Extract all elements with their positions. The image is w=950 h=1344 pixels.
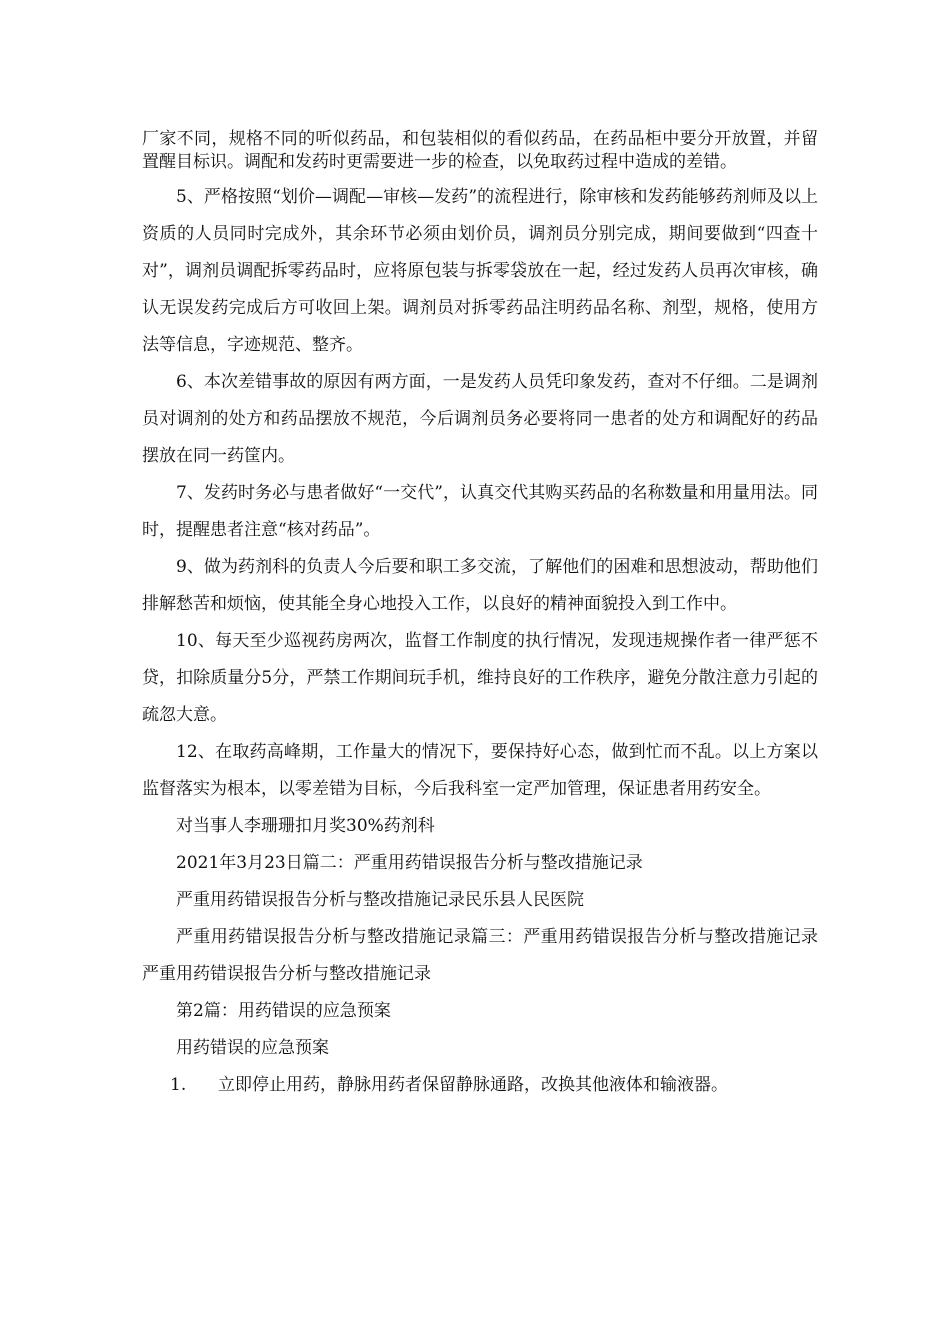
paragraph-item-12: 12、在取药高峰期，工作量大的情况下，要保持好心态，做到忙而不乱。以上方案以监督落实为根本，以零差错为目标，今后我科室一定严加管理，保证患者用药安全。 xyxy=(142,742,818,799)
item-text: 立即停止用药，静脉用药者保留静脉通路，改换其他液体和输液器。 xyxy=(218,1075,728,1095)
paragraph-date-heading: 2021年3月23日篇二：严重用药错误报告分析与整改措施记录 xyxy=(176,853,643,873)
document-page xyxy=(142,128,818,1104)
paragraph-record-title: 严重用药错误报告分析与整改措施记录民乐县人民医院 xyxy=(176,890,584,910)
item-number: 1. xyxy=(170,1075,187,1095)
section-heading: 第2篇：用药错误的应急预案 xyxy=(176,1001,391,1021)
paragraph-item-7: 7、发药时务必与患者做好“一交代”，认真交代其购买药品的名称数量和用量用法。同时，提醒患者注意“核对药品”。 xyxy=(142,483,818,540)
paragraph-item-6: 6、本次差错事故的原因有两方面，一是发药人员凭印象发药，查对不仔细。二是调剂员对调剂的处方和药品摆放不规范，今后调剂员务必要将同一患者的处方和调配好的药品摆放在同一药筐内。 xyxy=(142,372,818,466)
paragraph-penalty: 对当事人李珊珊扣月奖30%药剂科 xyxy=(176,816,435,836)
section-subtitle: 用药错误的应急预案 xyxy=(176,1038,329,1058)
paragraph-continuation: 厂家不同，规格不同的听似药品，和包装相似的看似药品，在药品柜中要分开放置，并留置醒目标识。调配和发药时更需要进一步的检查，以免取药过程中造成的差错。 xyxy=(142,129,818,172)
paragraph-record-part3: 严重用药错误报告分析与整改措施记录篇三：严重用药错误报告分析与整改措施记录严重用药错误报告分析与整改措施记录 xyxy=(142,927,818,984)
paragraph-item-10: 10、每天至少巡视药房两次，监督工作制度的执行情况，发现违规操作者一律严惩不贷，扣除质量分5分，严禁工作期间玩手机，维持良好的工作秩序，避免分散注意力引起的疏忽大意。 xyxy=(142,631,818,725)
numbered-item xyxy=(142,1067,818,1104)
paragraph-item-5: 5、严格按照“划价—调配—审核—发药”的流程进行，除审核和发药能够药剂师及以上资质的人员同时完成外，其余环节必须由划价员，调剂员分别完成，期间要做到“四查十对”，调剂员调配拆零药品时，应将原包装与拆零袋放在一起，经过发药人员再次审核，确认无误发药完成后方可收回上架。调剂员对拆零药品注明药品名称、剂型，规格，使用方法等信息，字迹规范、整齐。 xyxy=(142,187,818,355)
paragraph-item-9: 9、做为药剂科的负责人今后要和职工多交流，了解他们的困难和思想波动，帮助他们排解愁苦和烦恼，使其能全身心地投入工作，以良好的精神面貌投入到工作中。 xyxy=(142,557,818,614)
